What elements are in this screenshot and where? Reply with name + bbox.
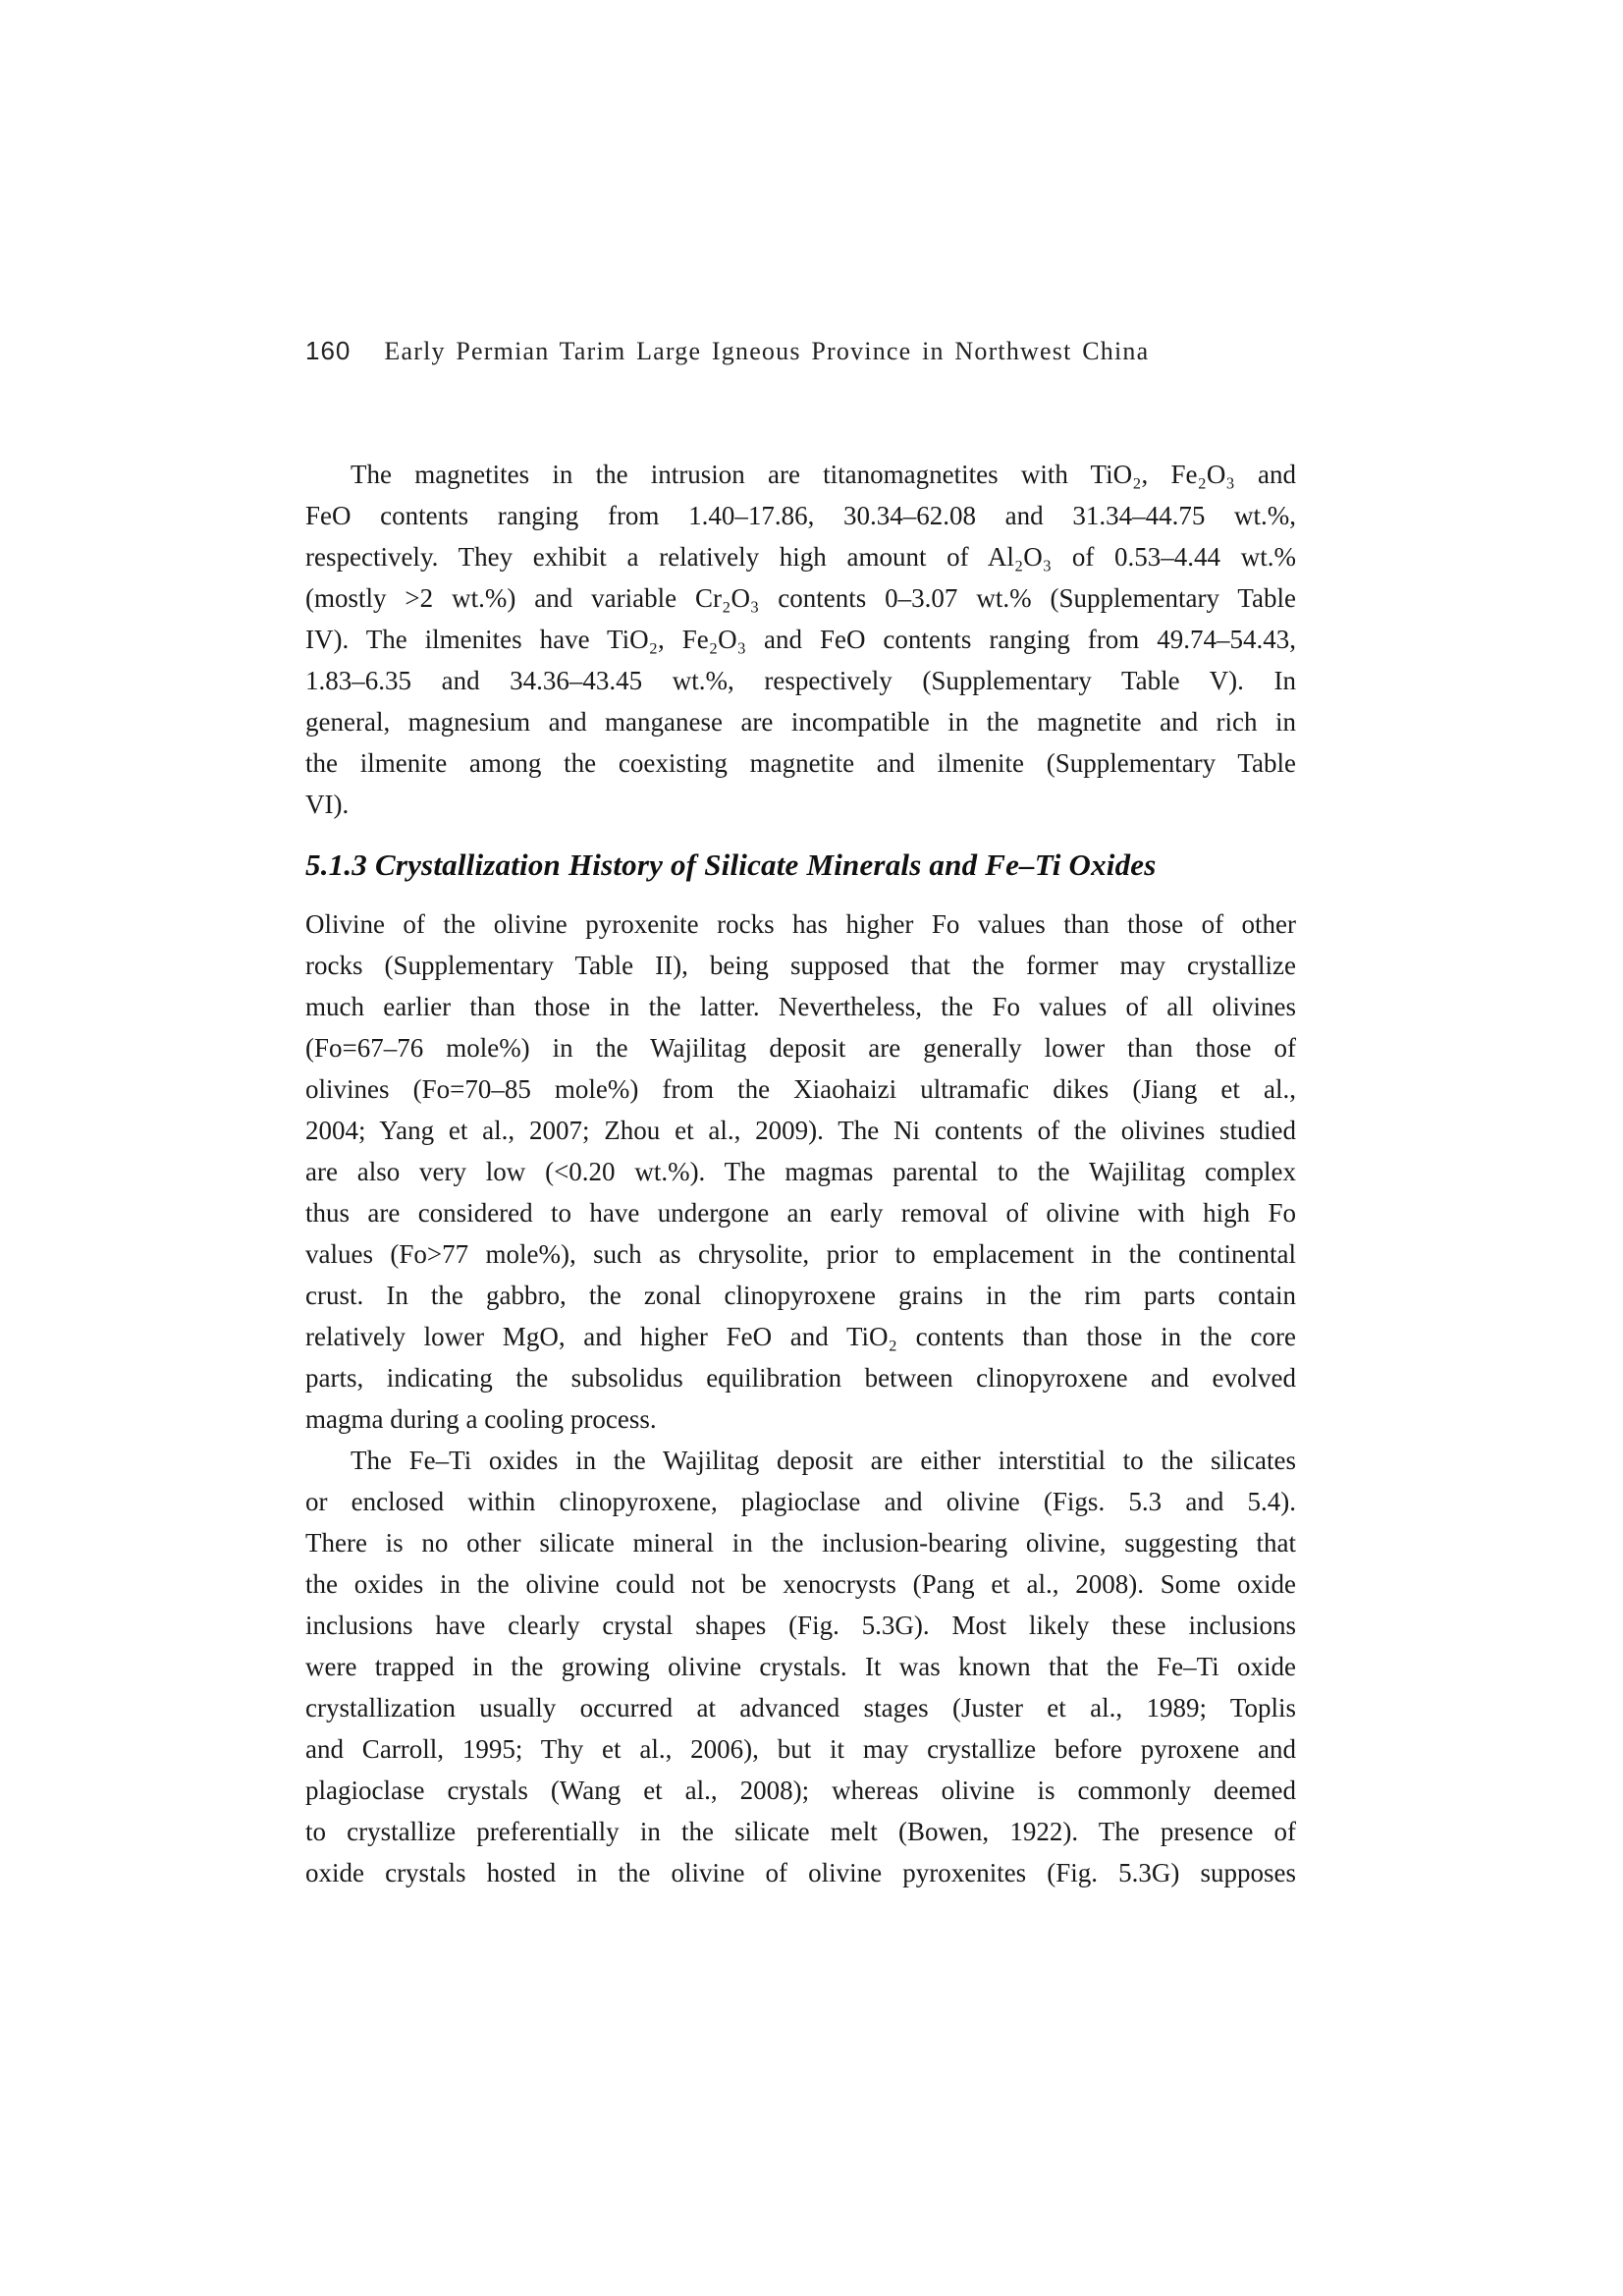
- text-line: olivines (Fo=70–85 mole%) from the Xiaohaizi ultramafic dikes (Jiang et al.,: [305, 1074, 1296, 1104]
- text-line: or enclosed within clinopyroxene, plagioclase and olivine (Figs. 5.3 and 5.4).: [305, 1487, 1296, 1516]
- paragraph: [305, 454, 1296, 825]
- text-line: are also very low (<0.20 wt.%). The magmas parental to the Wajilitag complex: [305, 1157, 1296, 1186]
- page-number: 160: [305, 336, 352, 365]
- text-line: IV). The ilmenites have TiO₂, Fe₂O₃ and FeO contents ranging from 49.74–54.43,: [305, 625, 1296, 654]
- text-line: respectively. They exhibit a relatively high amount of Al₂O₃ of 0.53–4.44 wt.%: [305, 542, 1296, 572]
- text-line: plagioclase crystals (Wang et al., 2008); whereas olivine is commonly deemed: [305, 1776, 1296, 1805]
- text-line: oxide crystals hosted in the olivine of olivine pyroxenites (Fig. 5.3G) supposes: [305, 1858, 1296, 1887]
- text-line: inclusions have clearly crystal shapes (Fig. 5.3G). Most likely these inclusions: [305, 1611, 1296, 1640]
- text-line: values (Fo>77 mole%), such as chrysolite, prior to emplacement in the continental: [305, 1239, 1296, 1269]
- text-line: crust. In the gabbro, the zonal clinopyroxene grains in the rim parts contain: [305, 1281, 1296, 1310]
- text-line: relatively lower MgO, and higher FeO and TiO₂ contents than those in the core: [305, 1322, 1296, 1351]
- paragraph: [305, 1440, 1296, 1893]
- text-line: much earlier than those in the latter. Nevertheless, the Fo values of all olivines: [305, 992, 1296, 1021]
- text-line: There is no other silicate mineral in the inclusion-bearing olivine, suggesting that: [305, 1528, 1296, 1558]
- text-line: magma during a cooling process.: [305, 1404, 657, 1434]
- text-line: Olivine of the olivine pyroxenite rocks has higher Fo values than those of other: [305, 909, 1296, 939]
- text-line: parts, indicating the subsolidus equilibration between clinopyroxene and evolved: [305, 1363, 1296, 1393]
- text-line: VI).: [305, 790, 350, 819]
- text-line: 2004; Yang et al., 2007; Zhou et al., 2009). The Ni contents of the olivines studied: [305, 1116, 1296, 1145]
- text-line: 1.83–6.35 and 34.36–43.45 wt.%, respectively (Supplementary Table V). In: [305, 666, 1296, 695]
- text-line: The magnetites in the intrusion are titanomagnetites with TiO₂, Fe₂O₃ and: [351, 460, 1296, 489]
- text-line: thus are considered to have undergone an early removal of olivine with high Fo: [305, 1198, 1296, 1228]
- running-title: Early Permian Tarim Large Igneous Province in Northwest China: [384, 337, 1150, 365]
- text-line: The Fe–Ti oxides in the Wajilitag deposit are either interstitial to the silicates: [351, 1446, 1296, 1475]
- page-header: [305, 336, 1296, 366]
- text-line: (Fo=67–76 mole%) in the Wajilitag deposit are generally lower than those of: [305, 1033, 1296, 1063]
- text-line: rocks (Supplementary Table II), being supposed that the former may crystallize: [305, 951, 1296, 980]
- text-line: to crystallize preferentially in the silicate melt (Bowen, 1922). The presence of: [305, 1817, 1296, 1846]
- section-heading: 5.1.3 Crystallization History of Silicate Minerals and Fe–Ti Oxides: [305, 847, 1157, 882]
- text-line: crystallization usually occurred at advanced stages (Juster et al., 1989; Toplis: [305, 1693, 1296, 1722]
- paragraph: [305, 903, 1296, 1440]
- text-line: the ilmenite among the coexisting magnetite and ilmenite (Supplementary Table: [305, 748, 1296, 778]
- text-block: [305, 454, 1296, 1893]
- text-line: FeO contents ranging from 1.40–17.86, 30.34–62.08 and 31.34–44.75 wt.%,: [305, 501, 1296, 530]
- text-line: general, magnesium and manganese are incompatible in the magnetite and rich in: [305, 707, 1296, 737]
- text-line: the oxides in the olivine could not be xenocrysts (Pang et al., 2008). Some oxide: [305, 1569, 1296, 1599]
- text-line: and Carroll, 1995; Thy et al., 2006), but it may crystallize before pyroxene and: [305, 1734, 1296, 1764]
- text-line: (mostly >2 wt.%) and variable Cr₂O₃ contents 0–3.07 wt.% (Supplementary Table: [305, 583, 1296, 613]
- text-line: were trapped in the growing olivine crystals. It was known that the Fe–Ti oxide: [305, 1652, 1296, 1681]
